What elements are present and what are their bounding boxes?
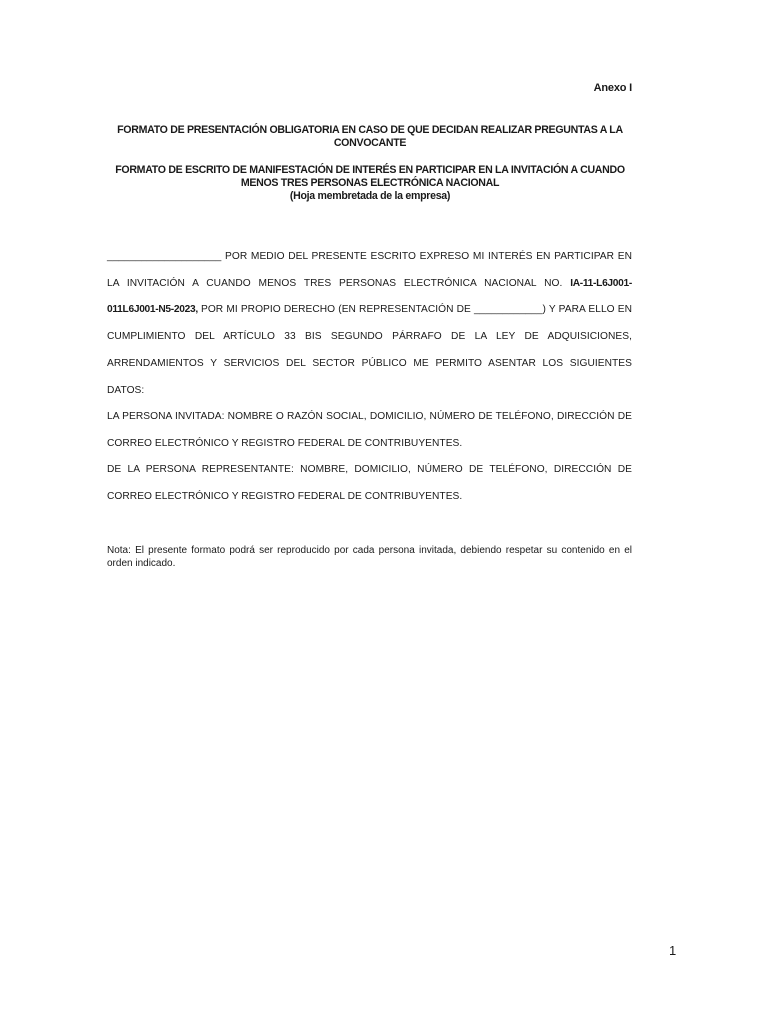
procedure-number: IA-11-L6J001-011L6J001-N5-2023, [107,277,632,316]
declaration-text-start: ____________________ POR MEDIO DEL PRESENTE ESCRITO EXPRESO MI INTERÉS EN PARTICIPAR EN LA INVITACIÓN A CUANDO MENOS TRES PERSONAS ELECTRÓNICA NACIONAL NO. [107,251,632,289]
heading-interest-letter: FORMATO DE ESCRITO DE MANIFESTACIÓN DE INTERÉS EN PARTICIPAR EN LA INVITACIÓN A CUANDO MENOS TRES PERSONAS ELECTRÓNICA NACIONAL [115,164,625,189]
heading-letterhead-note: (Hoja membretada de la empresa) [289,190,451,202]
paragraph-invited-person: LA PERSONA INVITADA: NOMBRE O RAZÓN SOCIAL, DOMICILIO, NÚMERO DE TELÉFONO, DIRECCIÓN DE CORREO ELECTRÓNICO Y REGISTRO FEDERAL DE CONTRIBUYENTES. [107,411,632,449]
page-number: 1 [669,943,677,958]
footnote: Nota: El presente formato podrá ser reproducido por cada persona invitada, debiendo respetar su contenido en el orden indicado. [107,545,632,569]
paragraph-declaration [107,244,632,404]
annex-label: Anexo I [593,82,632,94]
paragraph-representative: DE LA PERSONA REPRESENTANTE: NOMBRE, DOMICILIO, NÚMERO DE TELÉFONO, DIRECCIÓN DE CORREO ELECTRÓNICO Y REGISTRO FEDERAL DE CONTRIBUYENTES. [107,464,632,502]
heading-mandatory-format: FORMATO DE PRESENTACIÓN OBLIGATORIA EN CASO DE QUE DECIDAN REALIZAR PREGUNTAS A LA CONVOCANTE [117,124,623,149]
declaration-text-end: POR MI PROPIO DERECHO (EN REPRESENTACIÓN DE ____________) Y PARA ELLO EN CUMPLIMIENTO DEL ARTÍCULO 33 BIS SEGUNDO PÁRRAFO DE LA LEY DE ADQUISICIONES, ARRENDAMIENTOS Y SERVICIOS DEL SECTOR PÚBLICO ME PERMITO ASENTAR LOS SIGUIENTES DATOS: [107,304,632,396]
